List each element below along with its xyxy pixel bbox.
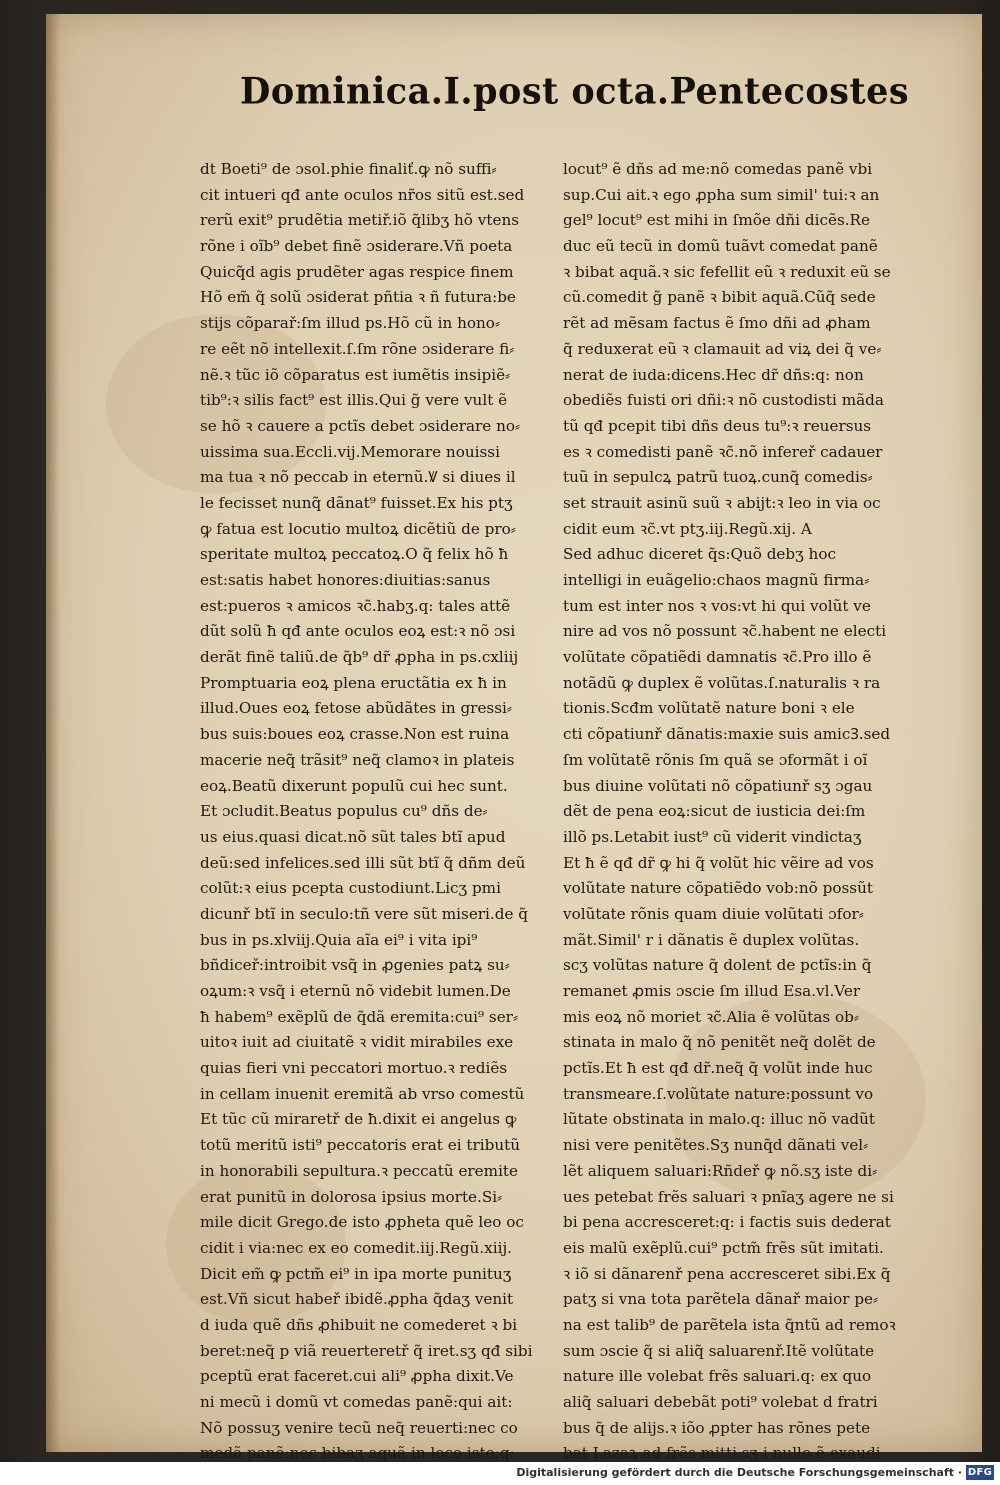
text-line: Nõ possuʒ venire tecũ neq̃ reuerti:nec co bbox=[200, 1418, 518, 1437]
text-line: bus in ps.xlviij.Quia aĩa ei⁹ i vita ipi⁹ bbox=[200, 930, 478, 949]
text-line: uitoꝛ iuit ad ciuitatẽ ꝛ vidit mirabiles exe bbox=[200, 1033, 514, 1052]
text-line: patʒ si vna tota parẽtela dãnař maior pe⸗ bbox=[563, 1290, 879, 1309]
text-line: dũt solũ ħ qđ ante oculos eoꝝ est:ꝛ nõ ɔsi bbox=[200, 622, 516, 641]
text-line: ni mecũ i domũ vt comedas panẽ:qui ait: bbox=[200, 1393, 513, 1411]
text-line: nire ad vos nõ possunt ꝛc̃.habent ne electi bbox=[563, 622, 887, 641]
text-line: Quicq̃d agis prudẽter agas respice finem bbox=[200, 262, 514, 281]
text-line: medã panẽ:nec bibaʒ aquã in loco isto:q: bbox=[200, 1444, 515, 1463]
text-line: mãt.Simil' r i dãnatis ẽ duplex volũtas. bbox=[563, 930, 860, 949]
text-line: lũtate obstinata in malo.q: illuc nõ vadũt bbox=[563, 1110, 875, 1129]
text-line: duc eũ tecũ in domũ tuãvt comedat panẽ bbox=[563, 237, 878, 256]
text-line: quias fieri vni peccatori mortuo.ꝛ rediẽs bbox=[200, 1059, 508, 1078]
text-line: Hõ em̃ q̃ solũ ɔsiderat pñtia ꝛ ñ futura:be bbox=[200, 288, 516, 307]
text-line: dẽt de pena eoꝝ:sicut de iusticia dei:ſm bbox=[563, 802, 866, 821]
text-line: Et ɔcludit.Beatus populus cu⁹ dñs de⸗ bbox=[200, 802, 488, 821]
text-line: pceptũ erat faceret.cui ali⁹ ꝓpha dixit.Ve bbox=[200, 1367, 514, 1386]
text-line: tum est inter nos ꝛ vos:vt hi qui volũt ve bbox=[563, 596, 871, 615]
text-line: est:pueros ꝛ amicos ꝛc̃.habʒ.q: tales attẽ bbox=[200, 596, 511, 615]
text-line: cti cõpatiunř dãnatis:maxie suis amicꝪ.sed bbox=[563, 725, 891, 744]
text-line: le fecisset nunq̃ dãnat⁹ fuisset.Ex his ptʒ bbox=[200, 493, 513, 512]
text-line: tuũ in sepulcꝝ patrũ tuoꝝ.cunq̃ comedis⸗ bbox=[563, 468, 873, 487]
text-line: notãdũ ꝙ duplex ẽ volũtas.ſ.naturalis ꝛ ra bbox=[563, 673, 881, 692]
text-line: cit intueri qđ ante oculos nr̃os sitũ est.sed bbox=[200, 185, 525, 204]
text-line: est:satis habet honores:diuitias:sanus bbox=[200, 571, 491, 589]
text-line: gel⁹ locut⁹ est mihi in ſmõe dñi dicẽs.Re bbox=[563, 211, 870, 230]
text-line: macerie neq̃ trãsit⁹ neq̃ clamoꝛ in plateis bbox=[200, 750, 515, 769]
text-line: oꝝum:ꝛ vsq̃ i eternũ nõ videbit lumen.De bbox=[200, 982, 511, 1000]
text-line: set strauit asinũ suũ ꝛ abijt:ꝛ leo in via oc bbox=[563, 493, 881, 512]
text-line: derãt finẽ taliũ.de q̃b⁹ dr̃ ꝓpha in ps.cxliij bbox=[200, 648, 519, 667]
text-line: es ꝛ comedisti panẽ ꝛc̃.nõ infereř cadauer bbox=[563, 442, 883, 461]
text-line: re eẽt nõ intellexit.ſ.ſm rõne ɔsiderare fi⸗ bbox=[200, 339, 515, 358]
text-line: uissima sua.Eccli.vij.Memorare nouissi bbox=[200, 442, 500, 461]
text-line: ꝛ bibat aquã.ꝛ sic fefellit eũ ꝛ reduxit eũ se bbox=[563, 262, 891, 281]
text-line: bus suis:boues eoꝝ crasse.Non est ruina bbox=[200, 725, 510, 744]
text-line: nerat de iuda:dicens.Hec dr̃ dñs:q: non bbox=[563, 365, 864, 384]
text-line: illud.Oues eoꝝ fetose abũdãtes in gressi⸗ bbox=[200, 699, 512, 718]
text-line: volũtate nature cõpatiẽdo vob:nõ possũt bbox=[563, 879, 873, 898]
text-line: nẽ.ꝛ tũc iõ cõparatus est iumẽtis insipiẽ⸗ bbox=[200, 365, 511, 384]
footer-bar bbox=[0, 1462, 1000, 1485]
text-line: d iuda quẽ dñs ꝓhibuit ne comederet ꝛ bi bbox=[200, 1315, 518, 1334]
text-line: deũ:sed infelices.sed illi sũt btĩ q̃ dñm deũ bbox=[200, 853, 526, 872]
text-line: volũtate cõpatiẽdi damnatis ꝛc̃.Pro illo ẽ bbox=[563, 648, 872, 667]
text-line: nature ille volebat frẽs saluari.q: ex quo bbox=[563, 1367, 872, 1386]
text-line: Promptuaria eoꝝ plena eructãtia ex ħ in bbox=[200, 673, 507, 692]
text-line: q̃ reduxerat eũ ꝛ clamauit ad viꝝ dei q̃ ve⸗ bbox=[563, 339, 882, 358]
text-line: mis eoꝝ nõ moriet ꝛc̃.Alia ẽ volũtas ob⸗ bbox=[563, 1007, 859, 1026]
text-line: bñdiceř:introibit vsq̃ in ꝓgenies patꝝ su⸗ bbox=[200, 956, 510, 975]
text-line: in honorabili sepultura.ꝛ peccatũ eremite bbox=[200, 1161, 519, 1180]
text-line: speritate multoꝝ peccatoꝝ.O q̃ felix hõ ħ bbox=[200, 545, 509, 564]
text-line: Dicit em̃ ꝙ pctm̃ ei⁹ in ipa morte punituʒ bbox=[200, 1264, 512, 1283]
text-line: Et ħ ẽ qđ dr̃ ꝙ hi q̃ volũt hic vẽire ad vos bbox=[563, 853, 874, 872]
text-line: stijs cõparař:ſm illud ps.Hõ cũ in hono⸗ bbox=[200, 314, 501, 333]
text-line: us eius.quasi dicat.nõ sũt tales btĩ apud bbox=[200, 827, 506, 846]
text-line: lẽt aliquem saluari:Rñdeř ꝙ nõ.sʒ iste di⸗ bbox=[563, 1161, 878, 1180]
text-line: locut⁹ ẽ dñs ad me:nõ comedas panẽ vbi bbox=[563, 160, 873, 178]
text-line: ħ habem⁹ exẽplũ de q̃dã eremita:cui⁹ ser⸗ bbox=[200, 1007, 518, 1026]
text-line: bus q̃ de alijs.ꝛ iõo ꝓpter has rõnes pete bbox=[563, 1418, 871, 1437]
text-line: dicunř btĩ in seculo:tñ vere sũt miseri.de q̃ bbox=[200, 904, 529, 923]
text-line: ues petebat frẽs saluari ꝛ pnĩaʒ agere ne si bbox=[563, 1187, 894, 1206]
text-line: cũ.comedit g̃ panẽ ꝛ bibit aquã.Cũq̃ sede bbox=[563, 288, 876, 307]
text-line: tionis.Scđm volũtatẽ nature boni ꝛ ele bbox=[563, 699, 855, 718]
text-line: in cellam inuenit eremitã ab vrso comestũ bbox=[200, 1084, 525, 1103]
text-line: obediẽs fuisti ori dñi:ꝛ nõ custodisti mãda bbox=[563, 391, 884, 410]
text-line: illõ ps.Letabit iust⁹ cũ viderit vindictaʒ bbox=[563, 827, 862, 846]
text-line: rõne i oĩb⁹ debet finẽ ɔsiderare.Vñ poeta bbox=[200, 237, 513, 256]
text-line: eis malũ exẽplũ.cui⁹ pctm̃ frẽs sũt imitati. bbox=[563, 1238, 884, 1257]
text-line: se hõ ꝛ cauere a pctĩs debet ɔsiderare no⸗ bbox=[200, 416, 521, 435]
text-line: intelligi in euãgelio:chaos magnũ firma⸗ bbox=[563, 571, 870, 589]
text-line: sup.Cui ait.ꝛ ego ꝓpha sum simil' tui:ꝛ an bbox=[563, 185, 880, 204]
text-line: dt Boeti⁹ de ɔsol.phie finaliť.ꝙ nõ suffi⸗ bbox=[200, 160, 497, 178]
footer-credit: Digitalisierung gefördert durch die Deutsche Forschungsgemeinschaft · bbox=[516, 1466, 962, 1479]
text-line: tũ qđ pcepit tibi dñs deus tu⁹:ꝛ reuersus bbox=[563, 416, 872, 435]
text-line: bi pena accresceret:q: i factis suis dederat bbox=[563, 1213, 891, 1232]
text-column-right bbox=[563, 157, 961, 1467]
text-line: tib⁹:ꝛ silis fact⁹ est illis.Qui g̃ vere vult ẽ bbox=[200, 391, 508, 410]
text-line: cidit eum ꝛc̃.vt ptʒ.iij.Regũ.xij. A bbox=[563, 519, 812, 538]
text-line: ꝛ iõ si dãnarenř pena accresceret sibi.Ex q̃ bbox=[563, 1264, 891, 1283]
text-line: eoꝝ.Beatũ dixerunt populũ cui hec sunt. bbox=[200, 776, 508, 795]
text-line: totũ meritũ isti⁹ peccatoris erat ei tributũ bbox=[200, 1136, 520, 1155]
page-heading: Dominica.I.post octa.Pentecostes bbox=[240, 70, 910, 114]
text-line: rerũ exit⁹ prudẽtia metiř.iõ q̃libʒ hõ vtens bbox=[200, 211, 520, 230]
text-line: nisi vere penitẽtes.Sʒ nunq̃d dãnati vel⸗ bbox=[563, 1136, 869, 1155]
text-line: Sed adhuc diceret q̃s:Quõ debʒ hoc bbox=[563, 545, 836, 564]
text-line: rẽt ad mẽsam factus ẽ ſmo dñi ad ꝓham bbox=[563, 314, 871, 333]
text-line: est.Vñ sicut habeř ibidẽ.ꝓpha q̃daʒ venit bbox=[200, 1290, 514, 1309]
text-line: ma tua ꝛ nõ peccab in eternũ.Ꝟ si diues il bbox=[200, 468, 516, 487]
text-line: volũtate rõnis quam diuie volũtati ɔfor⸗ bbox=[563, 904, 864, 923]
text-line: stinata in malo q̃ nõ penitẽt neq̃ dolẽt de bbox=[563, 1033, 876, 1052]
text-column-left bbox=[200, 157, 588, 1467]
text-line: transmeare.ſ.volũtate nature:possunt vo bbox=[563, 1084, 874, 1103]
text-line: aliq̃ saluari debebãt poti⁹ volebat d fratri bbox=[563, 1393, 878, 1411]
text-line: bus diuine volũtati nõ cõpatiunř sʒ ɔgau bbox=[563, 776, 873, 795]
text-line: pctĩs.Et ħ est qđ dr̃.neq̃ q̃ volũt inde huc bbox=[563, 1059, 873, 1078]
text-line: mile dicit Grego.de isto ꝓpheta quẽ leo oc bbox=[200, 1213, 524, 1232]
dfg-logo: DFG bbox=[967, 1467, 993, 1478]
text-line: sum ɔscie q̃ si aliq̃ saluarenř.Itẽ volũtate bbox=[563, 1341, 875, 1360]
text-line: Et tũc cũ miraretř de ħ.dixit ei angelus ꝙ bbox=[200, 1110, 517, 1129]
text-line: na est talib⁹ de parẽtela ista q̃ntũ ad remoꝛ bbox=[563, 1315, 896, 1334]
text-line: ꝙ fatua est locutio multoꝝ dicẽtiũ de pro⸗ bbox=[200, 519, 516, 538]
page-gutter-shadow bbox=[46, 14, 60, 1452]
text-line: erat punitũ in dolorosa ipsius morte.Si⸗ bbox=[200, 1187, 503, 1206]
text-line: cidit i via:nec ex eo comedit.iij.Regũ.xiij. bbox=[200, 1238, 512, 1257]
text-line: scʒ volũtas nature q̃ dolent de pctĩs:in q̃ bbox=[563, 956, 872, 975]
text-line: bat Lazaꝝ ad frẽs mitti.sʒ i nullo ẽ exaudi bbox=[563, 1444, 881, 1463]
text-line: beret:neq̃ p viã reuerteretř q̃ iret.sʒ qđ sibi bbox=[200, 1341, 533, 1360]
text-line: remanet ꝓmis ɔscie ſm illud Esa.vl.Ver bbox=[563, 982, 861, 1000]
text-line: ſm volũtatẽ rõnis ſm quã se ɔformãt i oĩ bbox=[563, 750, 868, 769]
text-line: colũt:ꝛ eius pcepta custodiunt.Licʒ pmi bbox=[200, 879, 501, 898]
